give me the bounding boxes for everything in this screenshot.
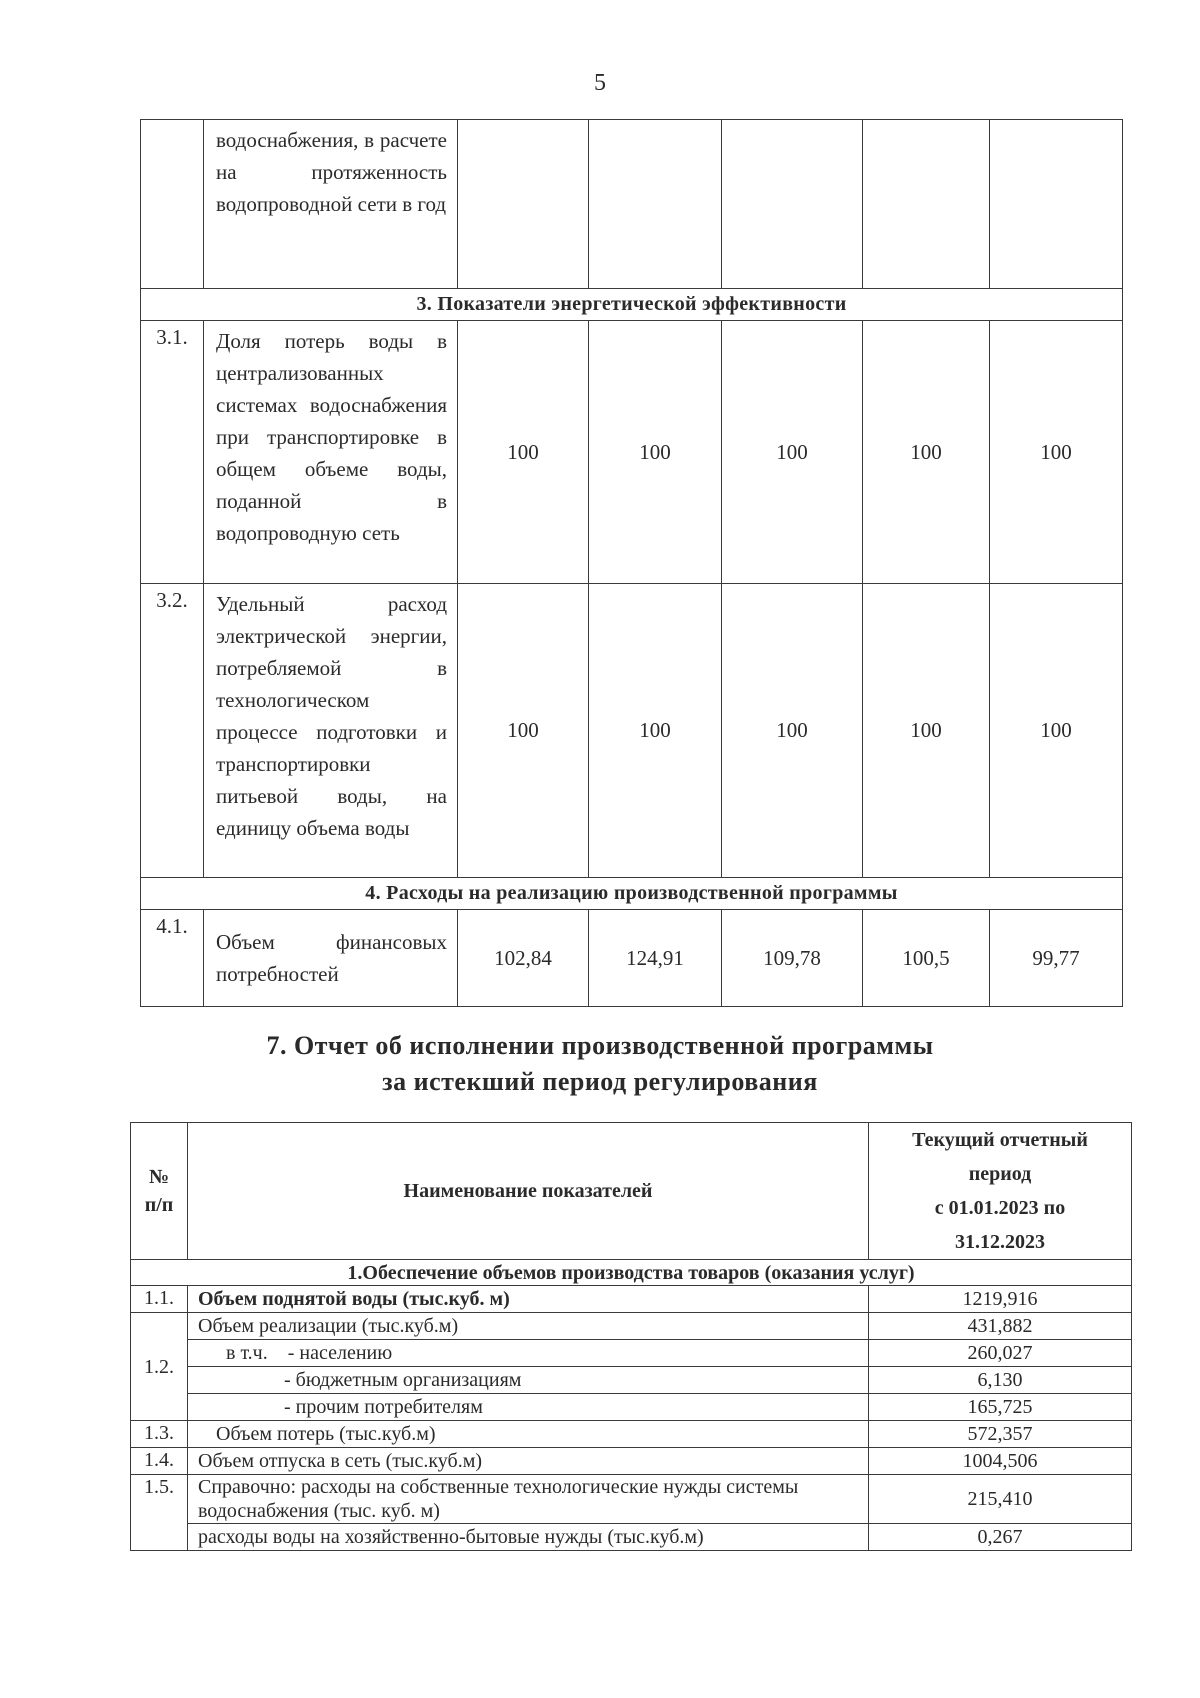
value-cell: 260,027 [869, 1340, 1132, 1367]
row-number: 1.5. [131, 1475, 188, 1551]
row-number [141, 120, 204, 289]
value-cell: 99,77 [990, 910, 1123, 1007]
indicator-name: - бюджетным организациям [188, 1367, 869, 1394]
table-row [141, 321, 1123, 584]
value-cell: 100 [863, 584, 990, 878]
row-number: 1.4. [131, 1448, 188, 1475]
table-header-row [131, 1123, 1132, 1260]
indicator-name: Доля потерь воды в централизованных системах водоснабжения при транспортировке в общем объеме воды, поданной в водопроводную сеть [204, 321, 458, 584]
indicators-table [140, 119, 1123, 1007]
value-cell: 1004,506 [869, 1448, 1132, 1475]
section-title-1: 1.Обеспечение объемов производства товаров (оказания услуг) [131, 1260, 1132, 1286]
table-row [131, 1421, 1132, 1448]
value-cell: 100 [990, 321, 1123, 584]
value-cell: 100 [863, 321, 990, 584]
indicator-name: Объем реализации (тыс.куб.м) [188, 1313, 869, 1340]
section-heading [0, 1028, 1200, 1100]
indicator-name: водоснабжения, в расчете на протяженность водопроводной сети в год [204, 120, 458, 289]
page-number: 5 [594, 70, 606, 96]
indicator-name: - прочим потребителям [188, 1394, 869, 1421]
heading-line-2: за истекший период регулирования [382, 1067, 818, 1096]
row-number: 3.1. [141, 321, 204, 584]
value-cell: 431,882 [869, 1313, 1132, 1340]
value-cell: 215,410 [869, 1475, 1132, 1524]
table-row [141, 584, 1123, 878]
row-number: 1.3. [131, 1421, 188, 1448]
table-row [131, 1475, 1132, 1524]
table-row [131, 1448, 1132, 1475]
header-name: Наименование показателей [188, 1123, 869, 1260]
value-cell: 100 [990, 584, 1123, 878]
row-number: 1.1. [131, 1286, 188, 1313]
header-period: Текущий отчетный период с 01.01.2023 по 31.12.2023 [869, 1123, 1132, 1260]
row-number: 1.2. [131, 1313, 188, 1421]
value-cell: 100 [722, 584, 863, 878]
value-cell: 100 [722, 321, 863, 584]
table-row [141, 910, 1123, 1007]
indicator-name: расходы воды на хозяйственно-бытовые нужды (тыс.куб.м) [188, 1524, 869, 1551]
table-row [131, 1394, 1132, 1421]
table-row [141, 120, 1123, 289]
section-title-4: 4. Расходы на реализацию производственной программы [141, 878, 1123, 910]
value-cell: 100 [589, 321, 722, 584]
header-number: № п/п [131, 1123, 188, 1260]
value-cell: 100 [458, 584, 589, 878]
table-row [131, 1524, 1132, 1551]
value-cell: 6,130 [869, 1367, 1132, 1394]
row-number: 3.2. [141, 584, 204, 878]
table-row [131, 1313, 1132, 1340]
indicator-name: Объем поднятой воды (тыс.куб. м) [188, 1286, 869, 1313]
value-cell: 0,267 [869, 1524, 1132, 1551]
indicator-name: Удельный расход электрической энергии, потребляемой в технологическом процессе подготовки и транспортировки питьевой воды, на единицу объема воды [204, 584, 458, 878]
table-row [131, 1367, 1132, 1394]
section-title-3: 3. Показатели энергетической эффективности [141, 289, 1123, 321]
value-cell: 1219,916 [869, 1286, 1132, 1313]
value-cell: 124,91 [589, 910, 722, 1007]
indicator-name: Объем финансовых потребностей [204, 910, 458, 1007]
table-row [131, 1286, 1132, 1313]
value-cell: 102,84 [458, 910, 589, 1007]
value-cell: 100 [589, 584, 722, 878]
indicator-name: Объем отпуска в сеть (тыс.куб.м) [188, 1448, 869, 1475]
row-number: 4.1. [141, 910, 204, 1007]
section-row [131, 1260, 1132, 1286]
report-table [130, 1122, 1132, 1551]
heading-line-1: 7. Отчет об исполнении производственной программы [266, 1031, 934, 1060]
value-cell: 100,5 [863, 910, 990, 1007]
indicator-name: Справочно: расходы на собственные технологические нужды системы водоснабжения (тыс. куб. м) [188, 1475, 869, 1524]
value-cell: 100 [458, 321, 589, 584]
section-row [141, 289, 1123, 321]
value-cell: 572,357 [869, 1421, 1132, 1448]
value-cell: 109,78 [722, 910, 863, 1007]
indicator-name: в т.ч. - населению [188, 1340, 869, 1367]
value-cell: 165,725 [869, 1394, 1132, 1421]
section-row [141, 878, 1123, 910]
table-row [131, 1340, 1132, 1367]
indicator-name: Объем потерь (тыс.куб.м) [188, 1421, 869, 1448]
